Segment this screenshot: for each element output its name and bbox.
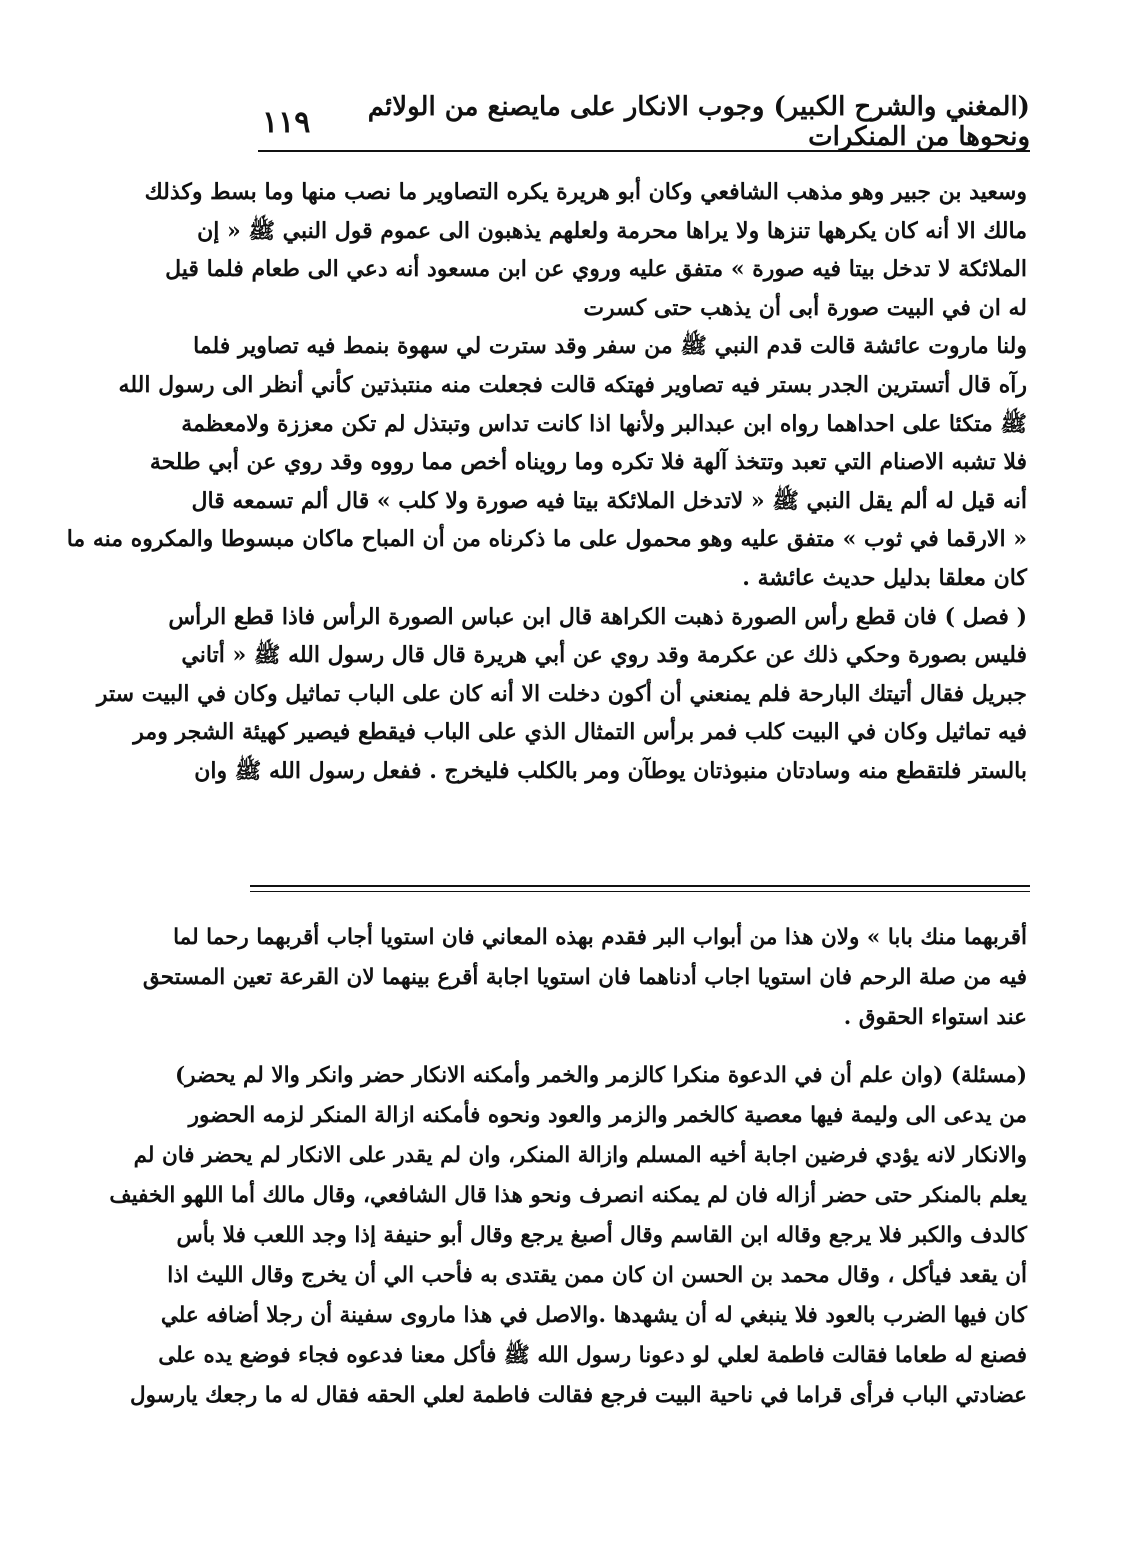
text-line: كالدف والكبر فلا يرجع وقاله ابن القاسم وقال أصبغ يرجع وقال أبو حنيفة إذا وجد اللعب فلا بأس [176, 1223, 1027, 1248]
text-line: أقربهما منك بابا » ولان هذا من أبواب البر فقدم بهذه المعاني فان استويا أجاب أقربهما رحما لما [173, 925, 1027, 950]
running-header [262, 92, 1030, 152]
text-line: كان معلقا بدليل حديث عائشة . [742, 564, 1027, 591]
text-line: عند استواء الحقوق . [843, 1005, 1027, 1030]
text-line: فلا تشبه الاصنام التي تعبد وتتخذ آلهة فلا تكره وما رويناه أخص مما رووه وقد روي عن أبي طلحة [149, 449, 1027, 476]
text-line: بالستر فلتقطع منه وسادتان منبوذتان يوطآن ومر بالكلب فليخرج . ففعل رسول الله ﷺ وان [194, 757, 1027, 784]
lower-text [109, 918, 1027, 1416]
header-title: (المغني والشرح الكبير) وجوب الانكار على مايصنع من الولائم ونحوها من المنكرات [367, 92, 1030, 152]
text-line: فيه تماثيل وكان في البيت كلب فمر برأس التمثال الذي على الباب فيقطع فيصير كهيئة الشجر ومر [133, 719, 1027, 746]
text-line: ولنا ماروت عائشة قالت قدم النبي ﷺ من سفر وقد سترت لي سهوة بنمط فيه تصاوير فلما [193, 333, 1027, 360]
text-line: كان فيها الضرب بالعود فلا ينبغي له أن يشهدها .والاصل في هذا ماروى سفينة أن رجلا أضافه علي [160, 1303, 1027, 1328]
section-divider [250, 885, 1030, 887]
paragraph-gap [222, 1038, 1027, 1056]
text-line: ( فصل ) فان قطع رأس الصورة ذهبت الكراهة قال ابن عباس الصورة الرأس فاذا قطع الرأس [168, 603, 1027, 630]
text-line: والانكار لانه يؤدي فرضين اجابة أخيه المسلم وازالة المنكر، وان لم يقدر على الانكار لم يحضر فان لم [133, 1143, 1027, 1168]
text-line: (مسئلة) (وان علم أن في الدعوة منكرا كالزمر والخمر وأمكنه الانكار حضر وانكر والا لم يحضر) [174, 1063, 1027, 1088]
text-line: الملائكة لا تدخل بيتا فيه صورة » متفق عليه وروي عن ابن مسعود أنه دعي الى طعام فلما قيل [165, 256, 1027, 283]
text-line: جبريل فقال أتيتك البارحة فلم يمنعني أن أكون دخلت الا أنه كان على الباب تماثيل وكان في البيت ستر [96, 680, 1027, 707]
text-line: من يدعى الى وليمة فيها معصية كالخمر والزمر والعود ونحوه فأمكنه ازالة المنكر لزمه الحضور [188, 1103, 1027, 1128]
header-rule [258, 150, 1030, 152]
section-divider [250, 891, 1030, 892]
main-text [66, 173, 1027, 791]
text-line: رآه قال أتسترين الجدر بستر فيه تصاوير فهتكه قالت فجعلت منه منتبذتين كأني أنظر الى رسول الله [118, 371, 1027, 398]
text-line: أنه قيل له ألم يقل النبي ﷺ « لاتدخل الملائكة بيتا فيه صورة ولا كلب » قال ألم تسمعه قال [191, 487, 1027, 514]
text-line: فيه من صلة الرحم فان استويا اجاب أدناهما فان استويا اجابة أقرع بينهما لان القرعة تعين المستحق [142, 965, 1027, 990]
text-line: « الارقما في ثوب » متفق عليه وهو محمول على ما ذكرناه من أن المباح ماكان مبسوطا والمكروه منه ما [66, 526, 1027, 553]
text-line: وسعيد بن جبير وهو مذهب الشافعي وكان أبو هريرة يكره التصاوير ما نصب منها وما بسط وكذلك [144, 179, 1027, 205]
text-line: أن يقعد فيأكل ، وقال محمد بن الحسن ان كان ممن يقتدى به فأحب الي أن يخرج وقال الليث اذا [167, 1263, 1027, 1288]
text-line: ﷺ متكئا على احداهما رواه ابن عبدالبر ولأنها اذا كانت تداس وتبتذل لم تكن معززة ولامعظمة [181, 410, 1027, 437]
page-number: ١١٩ [262, 104, 311, 140]
text-line: فصنع له طعاما فقالت فاطمة لعلي لو دعونا رسول الله ﷺ فأكل معنا فدعوه فجاء فوضع يده على [158, 1343, 1027, 1368]
text-line: فليس بصورة وحكي ذلك عن عكرمة وقد روي عن أبي هريرة قال قال رسول الله ﷺ « أتاني [181, 642, 1027, 669]
text-line: عضادتي الباب فرأى قراما في ناحية البيت فرجع فقالت فاطمة لعلي الحقه فقال له ما رجعك يارسول [129, 1383, 1027, 1408]
text-line: مالك الا أنه كان يكرهها تنزها ولا يراها محرمة ولعلهم يذهبون الى عموم قول النبي ﷺ « إن [197, 217, 1027, 244]
text-line: يعلم بالمنكر حتى حضر أزاله فان لم يمكنه انصرف ونحو هذا قال الشافعي، وقال مالك أما اللهو الخفيف [109, 1183, 1027, 1208]
text-line: له ان في البيت صورة أبى أن يذهب حتى كسرت [583, 294, 1027, 321]
